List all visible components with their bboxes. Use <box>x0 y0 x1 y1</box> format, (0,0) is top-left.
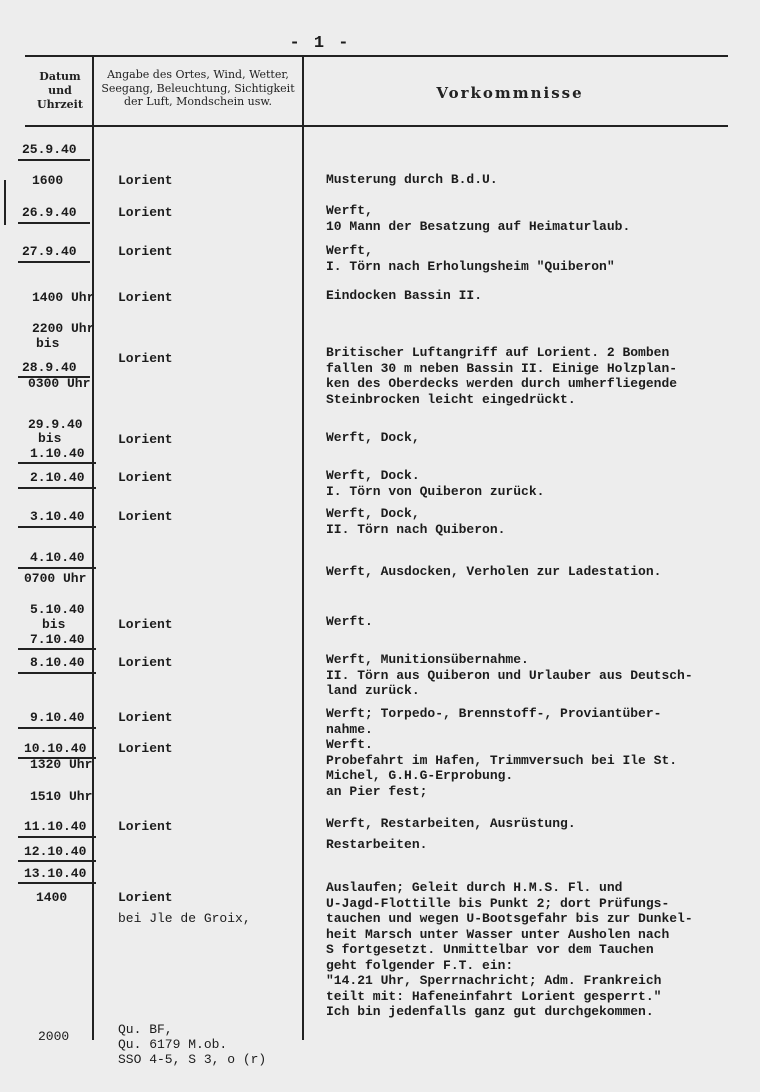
date-underline <box>18 727 96 729</box>
date-underline <box>18 159 90 161</box>
place-cell: Lorient <box>118 173 173 188</box>
date-underline <box>18 648 96 650</box>
place-cell: Lorient <box>118 432 173 447</box>
table-top-rule <box>25 55 728 57</box>
date-cell: 13.10.40 <box>24 866 87 881</box>
date-underline <box>18 672 96 674</box>
place-cell: Lorient <box>118 205 173 220</box>
date-cell: 0300 Uhr <box>28 376 91 391</box>
place-cell: Lorient <box>118 617 173 632</box>
date-underline <box>18 222 90 224</box>
place-cell: Lorient <box>118 470 173 485</box>
place-cell: Lorient <box>118 890 173 905</box>
date-underline <box>18 487 96 489</box>
date-cell: 3.10.40 <box>30 509 85 524</box>
place-cell: SSO 4-5, S 3, o (r) <box>118 1052 267 1067</box>
date-underline <box>18 567 96 569</box>
date-cell: 12.10.40 <box>24 844 87 859</box>
event-text: Restarbeiten. <box>326 837 428 852</box>
event-text: Werft, Dock, <box>326 430 420 445</box>
date-cell: 1320 Uhr <box>30 757 93 772</box>
place-cell: Lorient <box>118 351 173 366</box>
place-cell: Lorient <box>118 509 173 524</box>
date-underline <box>18 261 90 263</box>
date-cell: 0700 Uhr <box>24 571 87 586</box>
place-cell: bei Jle de Groix, <box>118 911 251 926</box>
date-cell: 1600 <box>32 173 64 188</box>
date-underline <box>18 836 96 838</box>
event-text: Werft, I. Törn nach Erholungsheim "Quiberon" <box>326 243 615 274</box>
event-text: Eindocken Bassin II. <box>326 288 483 303</box>
date-underline <box>18 462 96 464</box>
header-events: Vorkommnisse <box>436 84 584 102</box>
date-cell: 1400 Uhr <box>32 290 95 305</box>
page-number: - 1 - <box>289 34 351 53</box>
date-cell: 2000 <box>38 1029 70 1044</box>
date-cell: 10.10.40 <box>24 741 87 756</box>
date-cell: bis <box>36 336 60 351</box>
header-place: Angabe des Ortes, Wind, Wetter, Seegang, Beleuchtung, Sichtigkeit der Luft, Mondschein usw. <box>101 68 295 108</box>
place-cell: Lorient <box>118 290 173 305</box>
place-cell: Lorient <box>118 655 173 670</box>
date-cell: 8.10.40 <box>30 655 85 670</box>
event-text: Werft. <box>326 614 373 629</box>
place-cell: Lorient <box>118 244 173 259</box>
event-text: Werft, Dock. I. Törn von Quiberon zurück. <box>326 468 545 499</box>
date-cell: 29.9.40 <box>28 417 83 432</box>
date-cell: 1510 Uhr <box>30 789 93 804</box>
place-cell: Lorient <box>118 819 173 834</box>
event-text: Musterung durch B.d.U. <box>326 172 498 187</box>
date-cell: 28.9.40 <box>22 360 77 375</box>
event-text: Werft; Torpedo-, Brennstoff-, Proviantüber- nahme. <box>326 706 662 737</box>
date-underline <box>18 526 96 528</box>
date-cell: bis <box>42 617 66 632</box>
date-cell: 1.10.40 <box>30 446 85 461</box>
date-cell: 9.10.40 <box>30 710 85 725</box>
date-cell: 11.10.40 <box>24 819 87 834</box>
place-cell: Qu. BF, <box>118 1022 173 1037</box>
event-text: Werft, Dock, II. Törn nach Quiberon. <box>326 506 506 537</box>
event-text: Werft. Probefahrt im Hafen, Trimmversuch bei Ile St. Michel, G.H.G-Erprobung. an Pier fest; <box>326 737 678 799</box>
date-cell: 2.10.40 <box>30 470 85 485</box>
event-text: Werft, 10 Mann der Besatzung auf Heimaturlaub. <box>326 203 631 234</box>
date-cell: 25.9.40 <box>22 142 77 157</box>
place-cell: Qu. 6179 M.ob. <box>118 1037 228 1052</box>
event-text: Britischer Luftangriff auf Lorient. 2 Bomben fallen 30 m neben Bassin II. Einige Holzplan- ken des Oberdecks werden durch umherfliegende Steinbrocken leicht eingedrückt. <box>326 345 678 407</box>
date-cell: 4.10.40 <box>30 550 85 565</box>
date-cell: 2200 Uhr <box>32 321 95 336</box>
date-cell: 1400 <box>36 890 68 905</box>
place-cell: Lorient <box>118 710 173 725</box>
column-divider-place <box>302 55 304 1040</box>
margin-mark <box>4 180 6 225</box>
date-underline <box>18 860 96 862</box>
header-date: Datum und Uhrzeit <box>37 70 83 111</box>
date-underline <box>18 882 96 884</box>
event-text: Werft, Munitionsübernahme. II. Törn aus Quiberon und Urlauber aus Deutsch- land zurück. <box>326 652 693 698</box>
date-cell: bis <box>38 431 62 446</box>
place-cell: Lorient <box>118 741 173 756</box>
event-text: Werft, Ausdocken, Verholen zur Ladestation. <box>326 564 662 579</box>
event-text: Auslaufen; Geleit durch H.M.S. Fl. und U-Jagd-Flottille bis Punkt 2; dort Prüfungs- tauchen und wegen U-Bootsgefahr bis zur Dunkel- heit Marsch unter Wasser unter Ausholen nach S fortgesetzt. Unmittelbar vor dem Tauchen geht folgender F.T. ein: "14.21 Uhr, Sperrnachricht; Adm. Frankreich teilt mit: Hafeneinfahrt Lorient gesperrt." Ich bin jedenfalls ganz gut durchgekommen. <box>326 880 693 1019</box>
column-divider-date <box>92 55 94 1040</box>
date-cell: 7.10.40 <box>30 632 85 647</box>
event-text: Werft, Restarbeiten, Ausrüstung. <box>326 816 576 831</box>
date-cell: 5.10.40 <box>30 602 85 617</box>
date-cell: 27.9.40 <box>22 244 77 259</box>
header-bottom-rule <box>25 125 728 127</box>
date-cell: 26.9.40 <box>22 205 77 220</box>
